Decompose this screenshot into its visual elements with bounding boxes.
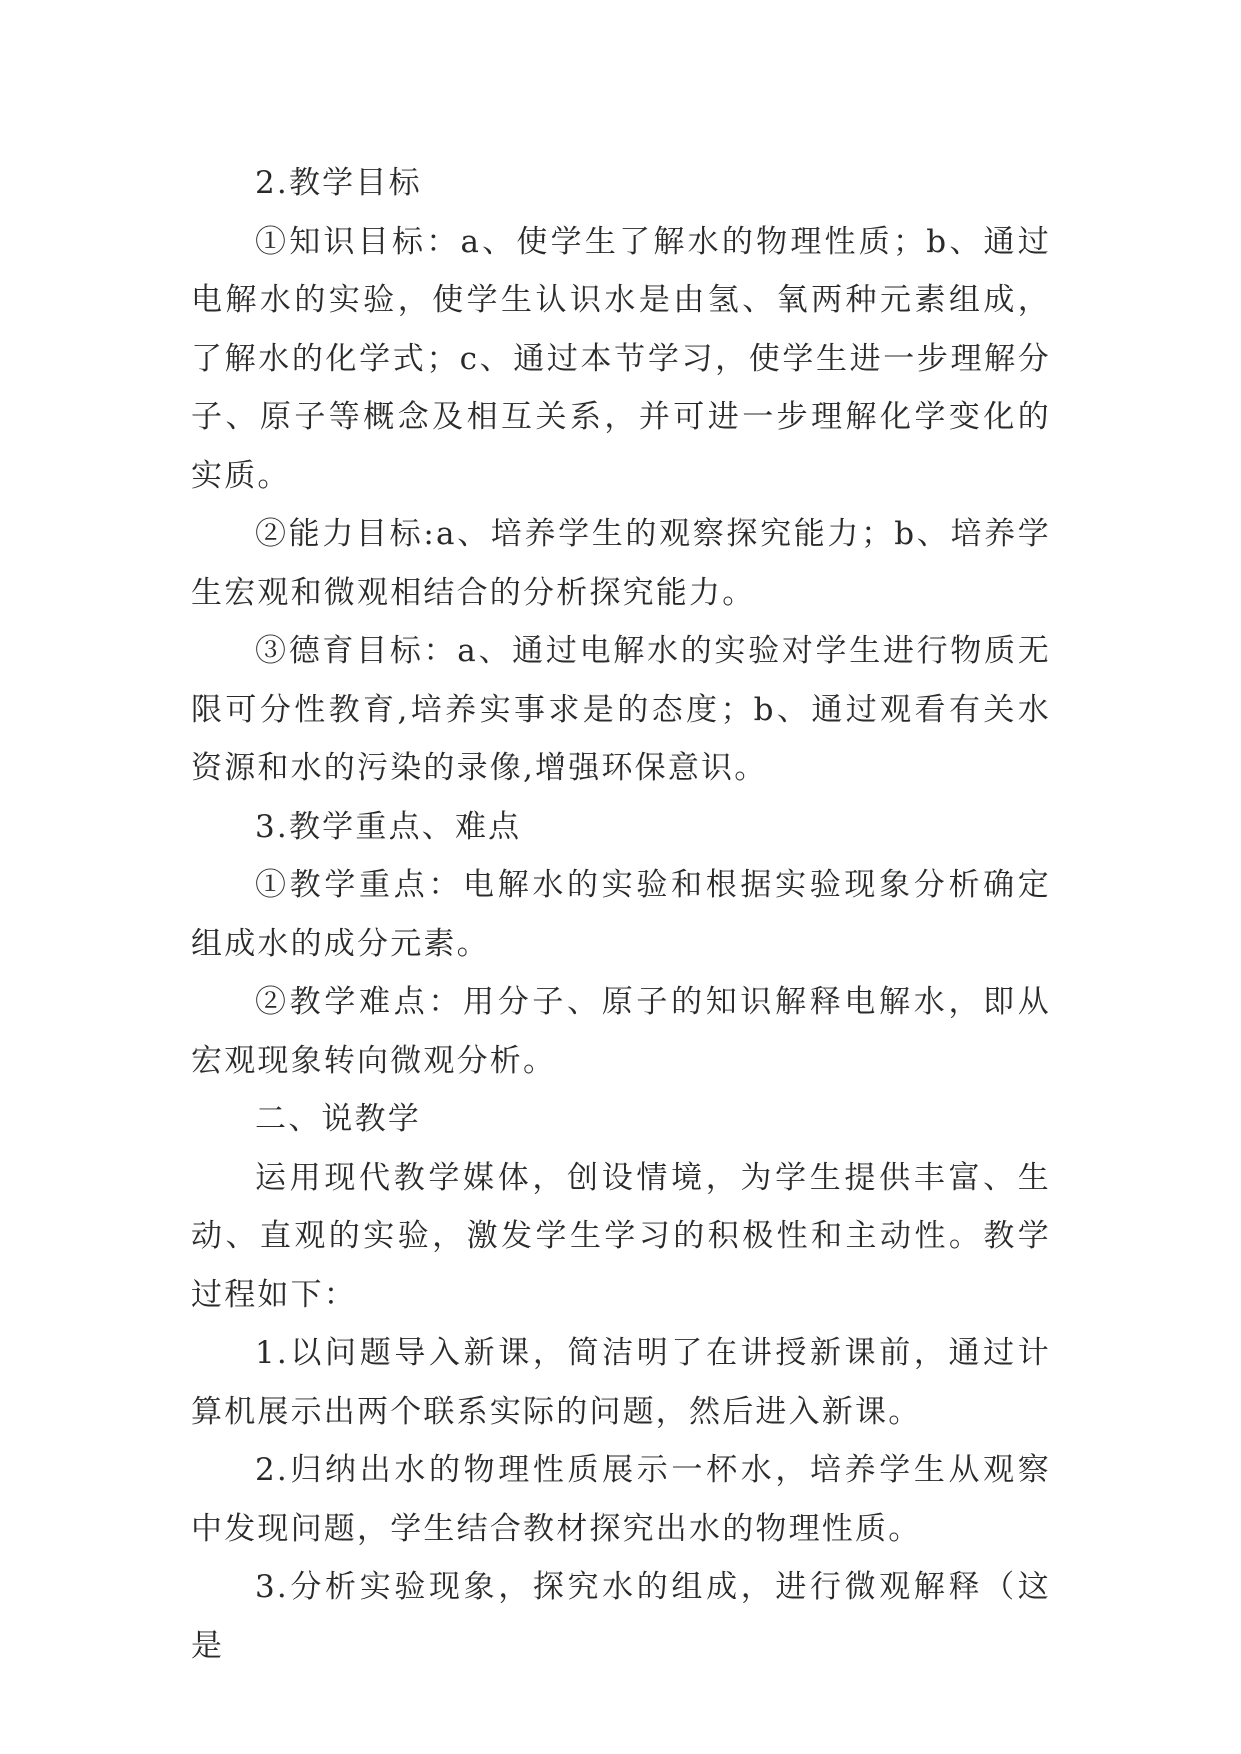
paragraph-key-point: ①教学重点：电解水的实验和根据实验现象分析确定组成水的成分元素。 [191, 867, 1051, 962]
paragraph-step-3: 3.分析实验现象，探究水的组成，进行微观解释（这是 [191, 1569, 1051, 1664]
paragraph-knowledge-goal: ①知识目标：a、使学生了解水的物理性质；b、通过电解水的实验，使学生认识水是由氢、氧两种元素组成，了解水的化学式；c、通过本节学习，使学生进一步理解分子、原子等概念及相互关系，并可进一步理解化学变化的实质。 [191, 223, 1051, 494]
paragraph-step-1: 1.以问题导入新课，简洁明了在讲授新课前，通过计算机展示出两个联系实际的问题，然后进入新课。 [191, 1335, 1051, 1430]
section-heading-key-points: 3.教学重点、难点 [255, 808, 522, 845]
paragraph-teaching-media: 运用现代教学媒体，创设情境，为学生提供丰富、生动、直观的实验，激发学生学习的积极性和主动性。教学过程如下： [191, 1159, 1051, 1313]
section-heading-teaching-method: 二、说教学 [255, 1101, 421, 1137]
paragraph-step-2: 2.归纳出水的物理性质展示一杯水，培养学生从观察中发现问题，学生结合教材探究出水的物理性质。 [191, 1452, 1051, 1547]
paragraph-ability-goal: ②能力目标:a、培养学生的观察探究能力；b、培养学生宏观和微观相结合的分析探究能力。 [191, 516, 1051, 611]
document-body [191, 154, 1051, 1675]
paragraph-difficulty: ②教学难点：用分子、原子的知识解释电解水，即从宏观现象转向微观分析。 [191, 984, 1051, 1079]
section-heading-teaching-goals: 2.教学目标 [255, 165, 422, 201]
paragraph-moral-goal: ③德育目标：a、通过电解水的实验对学生进行物质无限可分性教育,培养实事求是的态度；b、通过观看有关水资源和水的污染的录像,增强环保意识。 [191, 633, 1051, 786]
